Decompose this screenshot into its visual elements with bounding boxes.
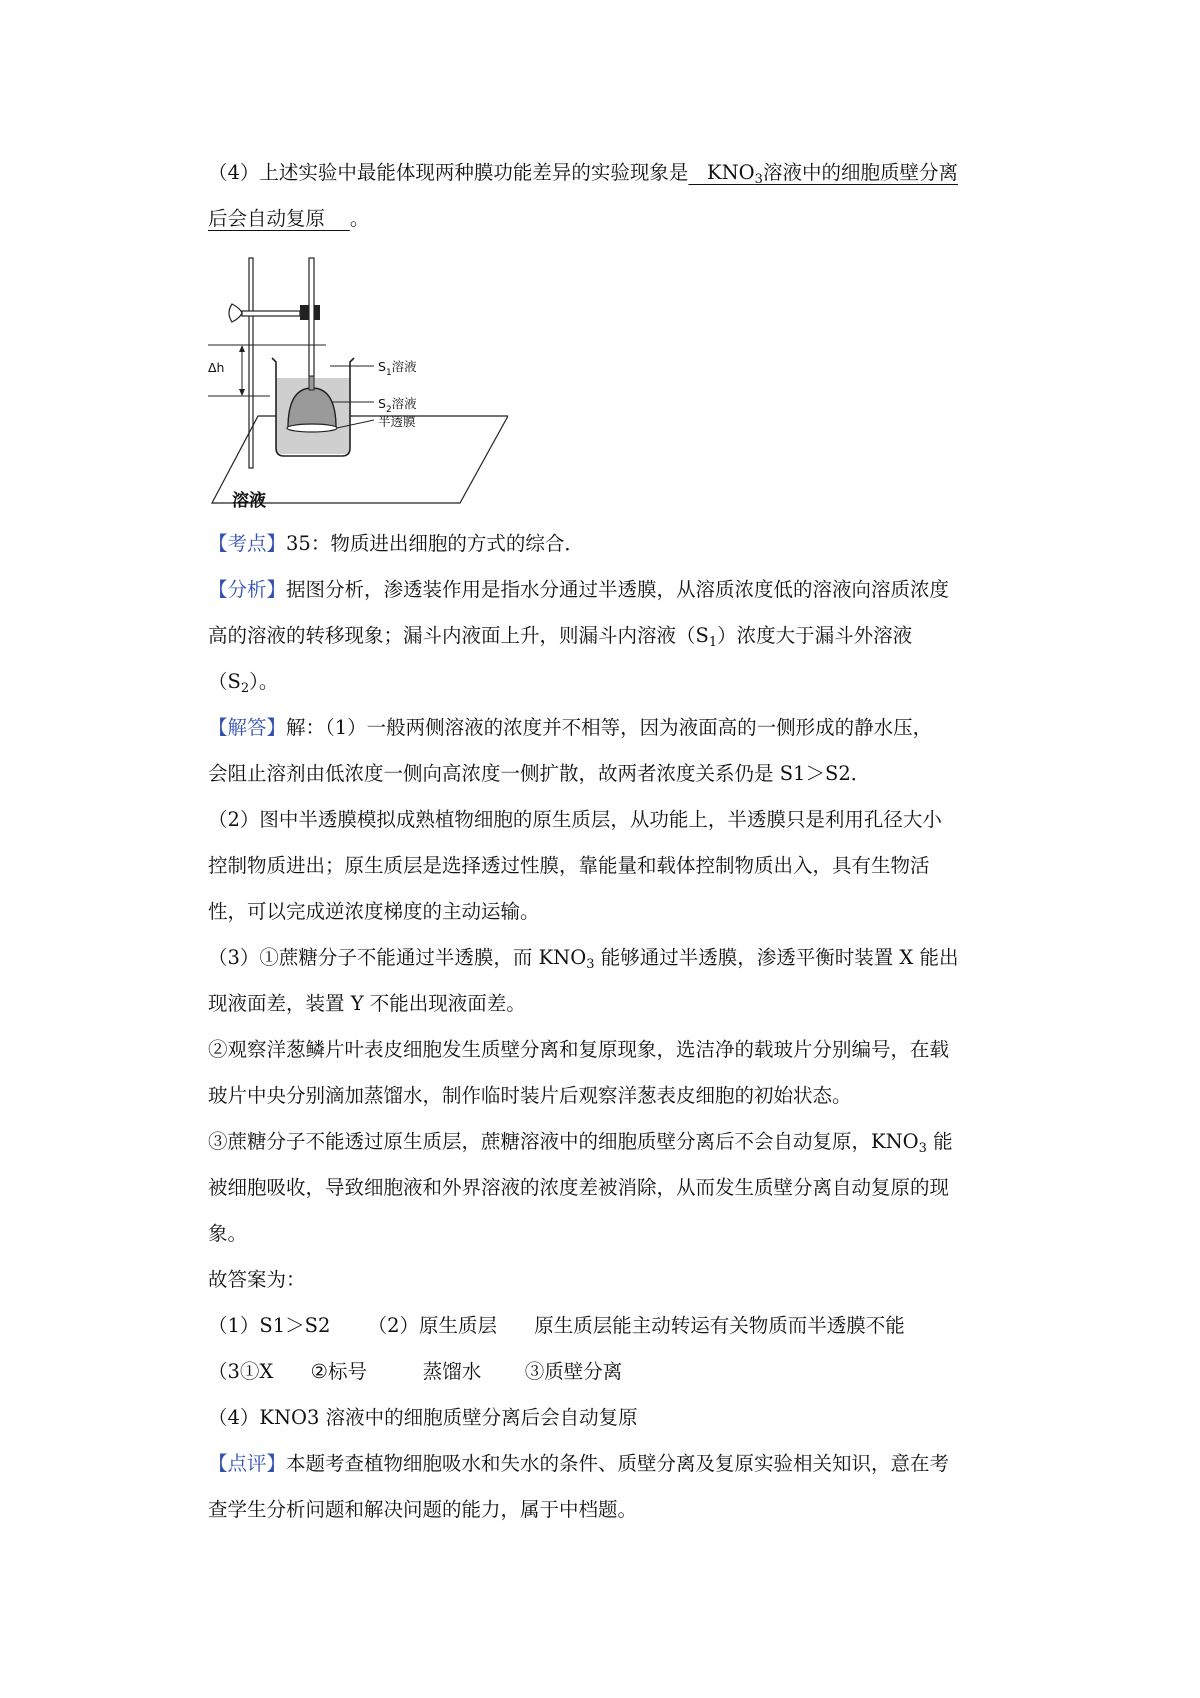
fenxi-line-2: 高的溶液的转移现象；漏斗内液面上升，则漏斗内溶液$(S_1)$浓度大于漏斗外溶液	[208, 624, 913, 650]
figure-caption: 溶液	[232, 491, 266, 511]
jieda-tag: 【解答】	[208, 716, 287, 739]
jieda-p5-line-3: 象。	[208, 1222, 248, 1245]
fenxi-line-1	[208, 567, 1018, 613]
q4-answer-kno: KNO	[707, 161, 755, 184]
q4-answer-underlined-2	[208, 207, 350, 230]
dianping-tag: 【点评】	[208, 1452, 287, 1475]
s2-solution-label: $S_2$溶液	[378, 396, 417, 415]
answer-intro: 故答案为：	[208, 1268, 306, 1291]
q4-answer-text-2: 后会自动复原	[208, 207, 326, 230]
osmosis-apparatus-figure	[208, 248, 508, 513]
q4-end: 。	[349, 207, 370, 230]
jieda-p2-line-3: 性，可以完成逆浓度梯度的主动运输。	[208, 900, 540, 923]
q4-answer-sub: 3	[754, 172, 763, 187]
q4-line-1	[208, 150, 1018, 196]
jieda-p3-line-1: （3）①蔗糖分子不能通过半透膜，而 $KNO_3$ 能够通过半透膜，渗透平衡时装置 X 能出	[208, 946, 959, 972]
kaodian-text: 35：物质进出细胞的方式的综合．	[286, 532, 584, 555]
answer-line-1: （1）S1＞S2 （2）原生质层 原生质层能主动转运有关物质而半透膜不能	[208, 1314, 905, 1337]
membrane-label: 半透膜	[378, 414, 416, 429]
answer-line-3: （4）KNO3 溶液中的细胞质壁分离后会自动复原	[208, 1406, 638, 1429]
kaodian-line	[208, 521, 1018, 567]
kaodian-tag: 【考点】	[208, 532, 287, 555]
delta-h-label: Δh	[208, 360, 225, 375]
jieda-p3-line-2: 现液面差，装置 Y 不能出现液面差。	[208, 992, 526, 1015]
jieda-line-1: 【解答】解：（1）一般两侧溶液的浓度并不相等，因为液面高的一侧形成的静水压，	[208, 716, 933, 739]
osmosis-apparatus-drawing	[208, 248, 508, 513]
jieda-p4-line-2: 玻片中央分别滴加蒸馏水，制作临时装片后观察洋葱表皮细胞的初始状态。	[208, 1084, 852, 1107]
dianping-line-2: 查学生分析问题和解决问题的能力，属于中档题。	[208, 1498, 638, 1521]
dianping-line-1: 【点评】本题考查植物细胞吸水和失水的条件、质壁分离及复原实验相关知识，意在考	[208, 1452, 950, 1475]
answer-line-2: （3①X ②标号 蒸馏水 ③质壁分离	[208, 1360, 623, 1383]
s1-solution-label: $S_1$溶液	[378, 359, 417, 378]
q4-line-2	[208, 196, 1018, 242]
q4-answer-underlined	[688, 161, 958, 187]
jieda-p2-line-2: 控制物质进出；原生质层是选择透过性膜，靠能量和载体控制物质出入，具有生物活	[208, 854, 930, 877]
jieda-p5-line-2: 被细胞吸收，导致细胞液和外界溶液的浓度差被消除，从而发生质壁分离自动复原的现	[208, 1176, 950, 1199]
jieda-p5-line-1: ③蔗糖分子不能透过原生质层，蔗糖溶液中的细胞质壁分离后不会自动复原，$KNO_3$ 能	[208, 1130, 953, 1156]
fenxi-tag: 【分析】	[208, 578, 287, 601]
jieda-p4-line-1: ②观察洋葱鳞片叶表皮细胞发生质壁分离和复原现象，选洁净的载玻片分别编号，在载	[208, 1038, 950, 1061]
fenxi-line-3: $(S_2)$。	[208, 670, 279, 696]
jieda-p2-line-1: （2）图中半透膜模拟成熟植物细胞的原生质层，从功能上，半透膜只是利用孔径大小	[208, 808, 942, 831]
q4-prefix: （4）上述实验中最能体现两种膜功能差异的实验现象是	[208, 161, 689, 184]
fenxi-text-1: 据图分析，渗透装作用是指水分通过半透膜，从溶质浓度低的溶液向溶质浓度	[286, 578, 950, 601]
q4-answer-text: 溶液中的细胞质壁分离	[762, 161, 958, 184]
jieda-line-2: 会阻止溶剂由低浓度一侧向高浓度一侧扩散，故两者浓度关系仍是 S1＞S2．	[208, 762, 871, 785]
document-content	[208, 150, 1018, 1533]
